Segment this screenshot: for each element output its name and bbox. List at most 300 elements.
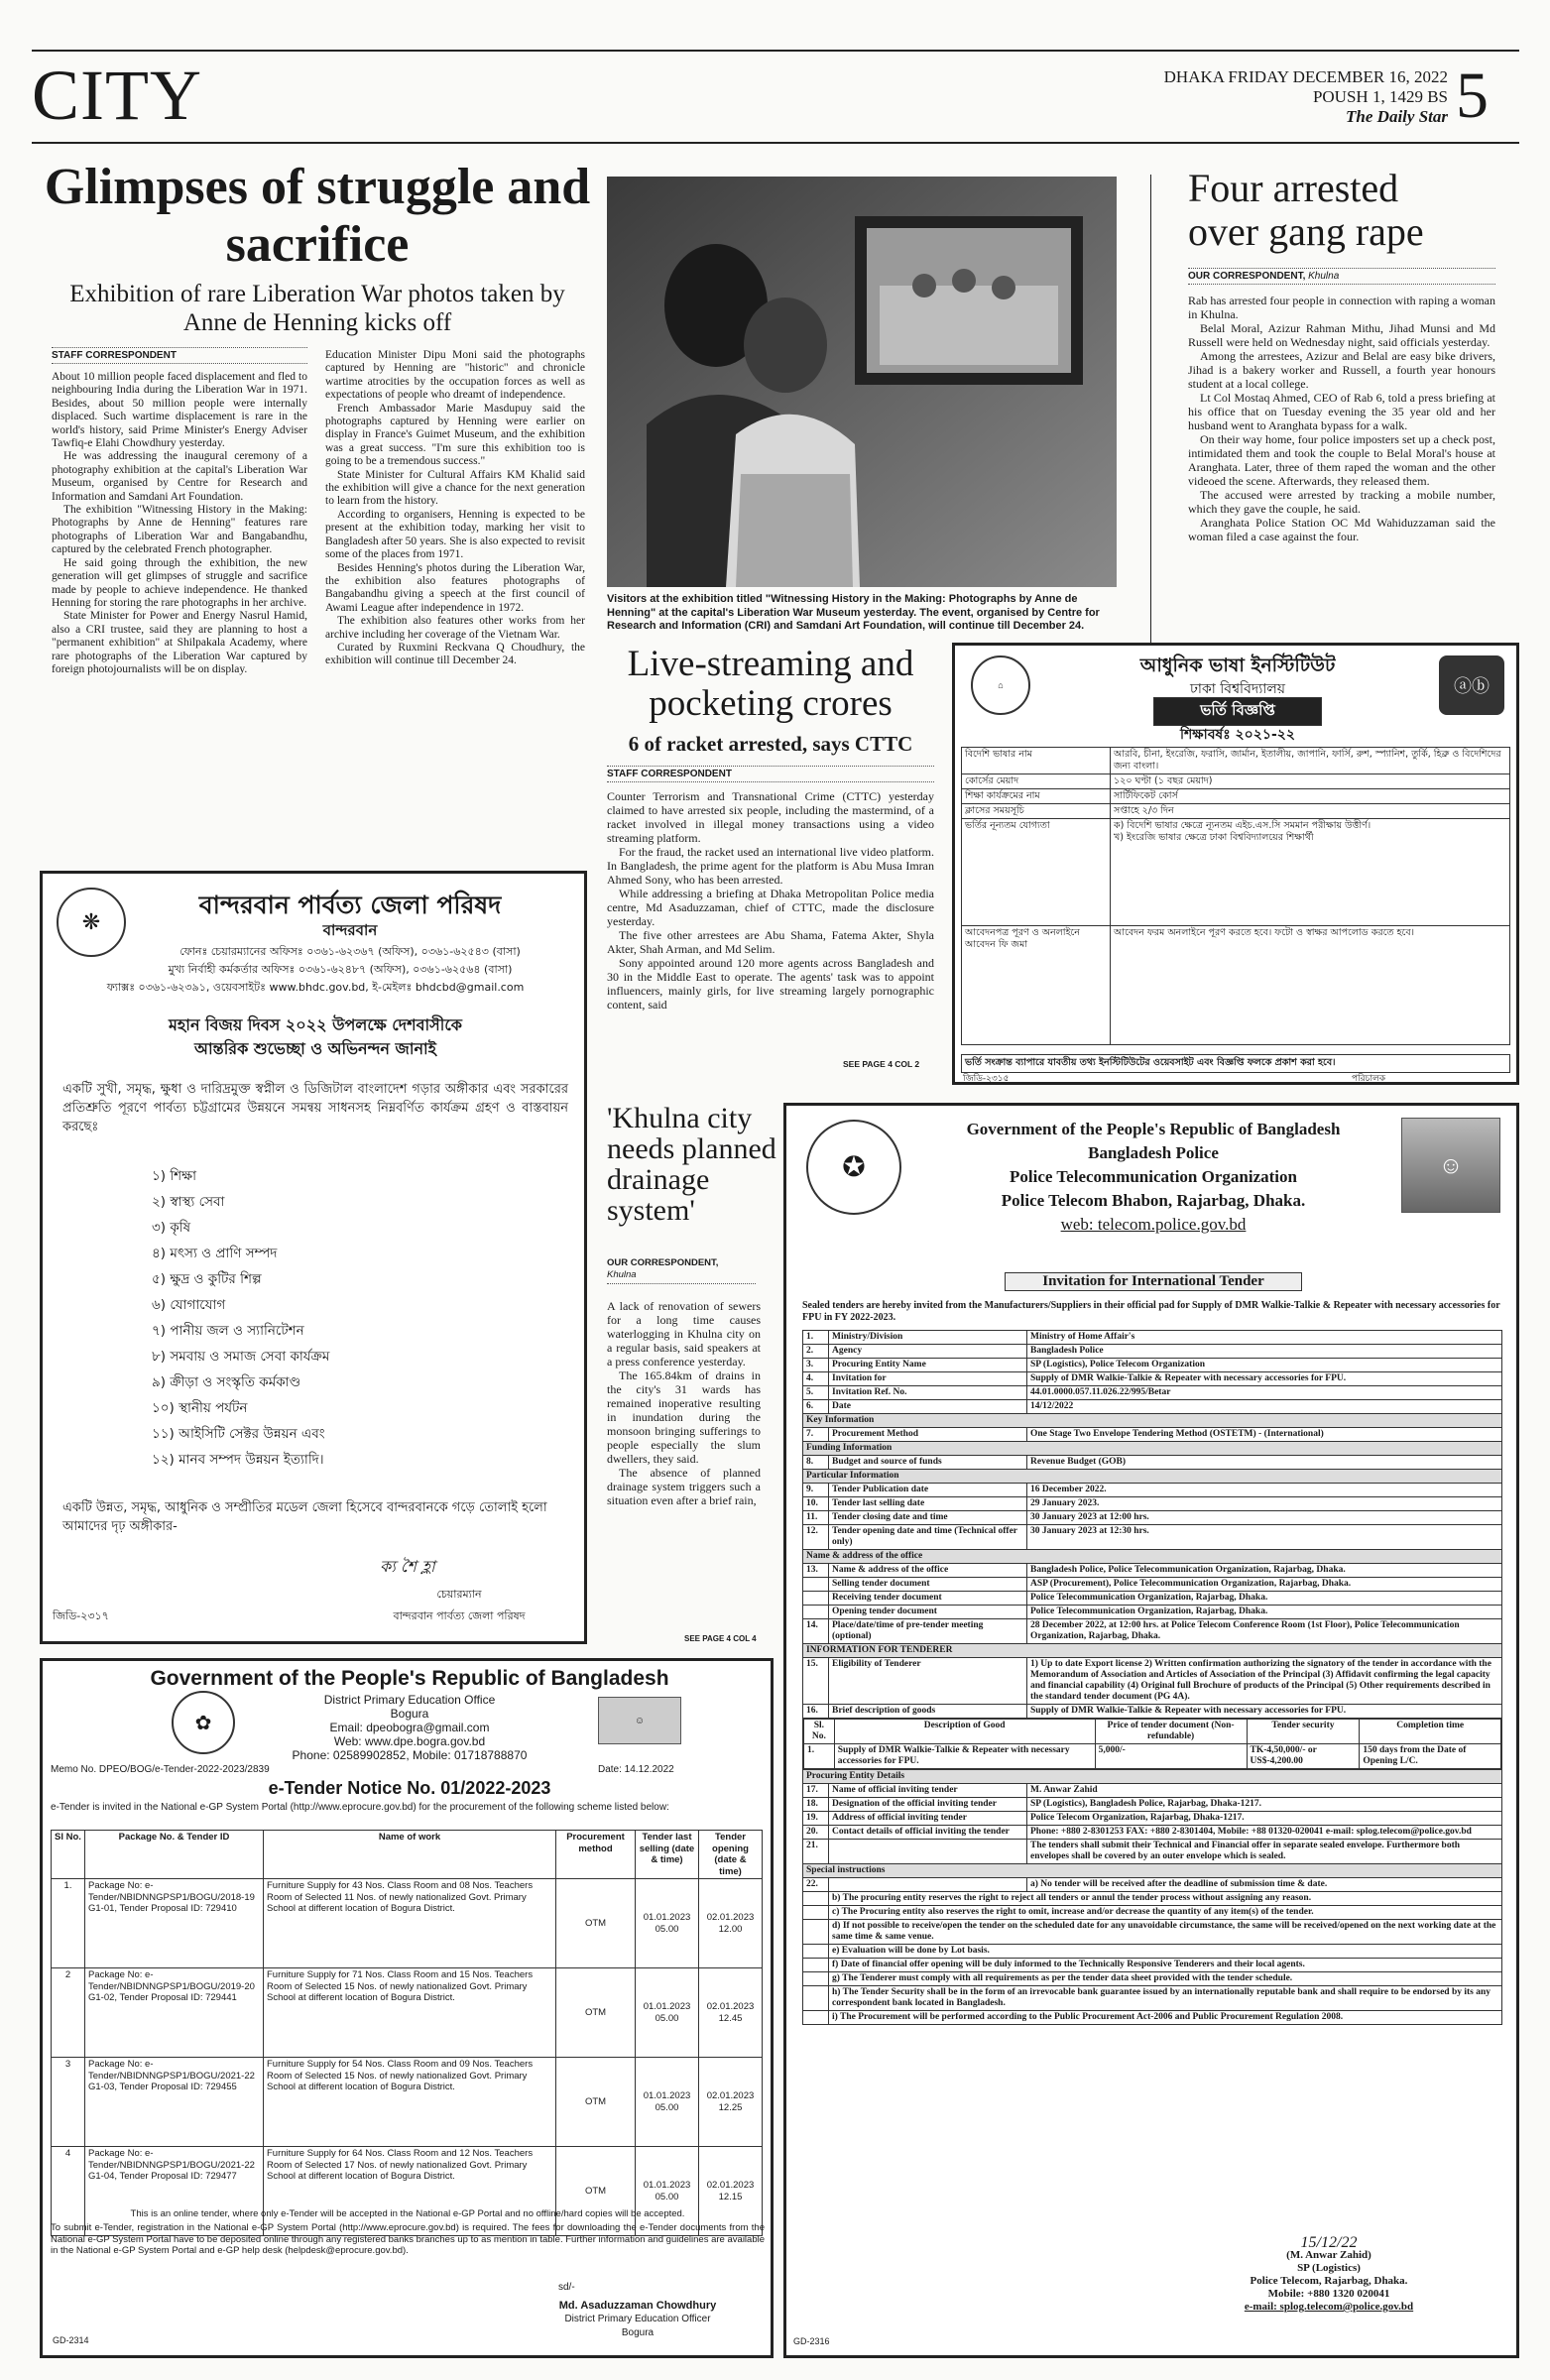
lead-column-2 <box>325 349 585 842</box>
cell: Date <box>829 1400 1027 1414</box>
cell <box>803 1606 829 1619</box>
table-row <box>52 1968 763 2058</box>
special-instruction: c) The Procuring entity also reserves the right to omit, increase and/or decrease the quantity of any item(s) of the tender. <box>829 1906 1502 1920</box>
col-header: Tender security <box>1247 1720 1360 1744</box>
table-row <box>803 1906 1502 1920</box>
lead-para: He was addressing the inaugural ceremony of a photography exhibition at the capital's Liberation War Museum, organised by Centre for Research and Information and Samdani Art Foundation. <box>52 450 307 503</box>
row-label: কোর্সের মেয়াদ <box>962 774 1111 789</box>
table-row <box>803 2011 1502 2025</box>
bandarban-closing: একটি উন্নত, সমৃদ্ধ, আধুনিক ও সম্প্রীতির মডেল জেলা হিসেবে বান্দরবানকে গড়ে তোলাই হলো আমাদের দৃঢ় অঙ্গীকার- <box>62 1500 547 1534</box>
cell: 2 <box>52 1968 85 2058</box>
cell: Bangladesh Police, Police Telecommunication Organization, Rajarbag, Dhaka. <box>1027 1564 1502 1578</box>
list-item: ৩) কৃষি <box>152 1220 191 1236</box>
signer-name: (M. Anwar Zahid) <box>1286 2249 1371 2261</box>
table-row <box>803 1414 1502 1428</box>
edu-memo: Memo No. DPEO/BOG/e-Tender-2022-2023/2839 <box>51 1764 270 1775</box>
cell <box>829 1840 1027 1864</box>
row-label: বিদেশি ভাষার নাম <box>962 748 1111 774</box>
edu-web: Web: www.dpe.bogra.gov.bd <box>333 1734 486 1748</box>
lead-para: He said going through the exhibition, the new generation will get glimpses of struggle and sacrifice made by people to achieve independence. He thanked Henning for storing the rare photographs in her archive. <box>52 556 307 609</box>
table-row <box>803 1372 1502 1386</box>
table-row <box>803 1484 1502 1497</box>
row-value: সপ্তাহে ২/৩ দিন <box>1111 804 1510 819</box>
cell: 01.01.2023 05.00 <box>636 2147 699 2236</box>
gang-byline <box>1188 268 1495 285</box>
table-row <box>803 1564 1502 1578</box>
lead-para: Education Minister Dipu Moni said the photographs captured by Henning are "historic" and chronicle wartime atrocities by the occupation forces as well as expectations of people who dreamt of independence. <box>325 349 585 402</box>
cell: Police Telecommunication Organization, Rajarbag, Dhaka. <box>1027 1592 1502 1606</box>
edu-foot2: To submit e-Tender, registration in the National e-GP System Portal (http://www.eprocure.gov.bd) is required. The fees for downloading the e-Tender documents from the National e-GP System Portal have to be deposited online through any registered banks branches up to as mention in table. Further information and guidelines are available in the National e-GP System Portal and e-GP help desk (helpdesk@eprocure.gov.bd). <box>51 2222 765 2256</box>
cell: Police Telecommunication Organization, Rajarbag, Dhaka. <box>1027 1606 1502 1619</box>
col-header: Tender last selling (date & time) <box>636 1831 699 1879</box>
lead-headline: Glimpses of struggle and sacrifice <box>44 159 591 273</box>
police-badge-icon: ✪ <box>806 1120 901 1215</box>
table-row <box>803 1959 1502 1972</box>
khulna-body <box>607 1299 761 1631</box>
cell: Police Telecom Organization, Rajarbag, Dhaka-1217. <box>1027 1812 1502 1826</box>
university-name: ঢাকা বিশ্ববিদ্যালয় <box>1189 681 1286 697</box>
cell: Procurement Method <box>829 1428 1027 1442</box>
cell <box>803 1592 829 1606</box>
cell: 21. <box>803 1840 829 1864</box>
cell: Package No: e-Tender/NBIDNNGPSP1/BOGU/2019-20 G1-02, Tender Proposal ID: 729441 <box>85 1968 264 2058</box>
page-number: 5 <box>1456 60 1489 132</box>
cell: Furniture Supply for 64 Nos. Class Room and 12 Nos. Teachers Room of Selected 17 Nos. of newly nationalized Govt. Primary School at different location of Bogura District. <box>264 2147 556 2236</box>
list-item: ৪) মৎস্য ও প্রাণি সম্পদ <box>152 1246 278 1261</box>
table-row <box>803 1798 1502 1812</box>
cell: 5. <box>803 1386 829 1400</box>
cell: 02.01.2023 12.15 <box>699 2147 763 2236</box>
cell: 9. <box>803 1484 829 1497</box>
cell: 02.01.2023 12.25 <box>699 2058 763 2147</box>
police-org1: Bangladesh Police <box>1088 1143 1219 1162</box>
special-instruction: g) The Tenderer must comply with all requirements as per the tender data sheet provided with the tender schedule. <box>829 1972 1502 1986</box>
dateline-date: DHAKA FRIDAY DECEMBER 16, 2022 <box>1163 67 1448 86</box>
dateline <box>1071 67 1448 127</box>
edu-office: District Primary Education Office <box>323 1693 496 1707</box>
goods-cell <box>803 1719 1502 1770</box>
table-row <box>803 1784 1502 1798</box>
col-header: Completion time <box>1360 1720 1501 1744</box>
cell: 1. <box>803 1331 829 1345</box>
lead-para: French Ambassador Marie Masdupuy said the photographs captured by Henning were earlier on display in France's Guimet Museum, and the exhibition was a great success. "I'm sure this exhibition too is going to be a tremendous success." <box>325 402 585 468</box>
police-org2: Police Telecommunication Organization <box>1010 1167 1297 1186</box>
table-row <box>962 804 1510 819</box>
cell: 8. <box>803 1456 829 1470</box>
stream-para: For the fraud, the racket used an international live video platform. In Bangladesh, the prime agent for the platform is Abu Musa Imran Ahmed Sony, who has been arrested. <box>607 845 934 887</box>
cell: Address of official inviting tender <box>829 1812 1027 1826</box>
cell <box>803 2011 829 2025</box>
cell: Place/date/time of pre-tender meeting (optional) <box>829 1619 1027 1644</box>
special-instruction: b) The procuring entity reserves the right to reject all tenders or annul the tender process without assigning any reason. <box>829 1892 1502 1906</box>
table-row <box>803 1826 1502 1840</box>
police-title: Invitation for International Tender <box>1005 1272 1302 1291</box>
khulna-jump: SEE PAGE 4 COL 4 <box>684 1634 757 1643</box>
cell <box>803 1892 829 1906</box>
cell: 19. <box>803 1812 829 1826</box>
table-row <box>803 1359 1502 1372</box>
table-row <box>803 1986 1502 2011</box>
ad-bandarban <box>40 871 587 1644</box>
table-row <box>962 774 1510 789</box>
table-row <box>803 1840 1502 1864</box>
col-header: Description of Good <box>834 1720 1095 1744</box>
khulna-byline <box>607 1257 756 1284</box>
table-row <box>803 1619 1502 1644</box>
edu-signer-place: Bogura <box>621 2327 655 2338</box>
edu-date: Date: 14.12.2022 <box>598 1764 674 1775</box>
khulna-para: The absence of planned drainage system triggers such a situation even after a brief rain, <box>607 1466 761 1507</box>
table-row <box>962 789 1510 804</box>
cell: OTM <box>556 1879 636 1968</box>
edu-sd: sd/- <box>558 2282 575 2293</box>
list-item: ৬) যোগাযোগ <box>152 1297 226 1313</box>
table-row <box>803 1644 1502 1658</box>
edu-title: e-Tender Notice No. 01/2022-2023 <box>268 1778 551 1798</box>
cell: Eligibility of Tenderer <box>829 1658 1027 1705</box>
language-footer: ভর্তি সংক্রান্ত ব্যাপারে যাবতীয় তথ্য ইনস্টিটিউটের ওয়েবসাইট এবং বিজ্ঞপ্তি ফলকে প্রকাশ করা হবে। <box>961 1054 1510 1073</box>
khulna-byline-place: Khulna <box>607 1269 637 1280</box>
cell: 29 January 2023. <box>1027 1497 1502 1511</box>
cell: OTM <box>556 1968 636 2058</box>
signer: পরিচালক <box>1352 1074 1386 1084</box>
bandarban-fax: ফ্যাক্সঃ ০৩৬১-৬২৩৯১, ওয়েবসাইটঃ www.bhdc.gov.bd, ই-মেইলঃ bhdcbd@gmail.com <box>106 981 525 994</box>
row-value: সার্টিফিকেট কোর্স <box>1111 789 1510 804</box>
cell: SP (Logistics), Police Telecom Organization <box>1027 1359 1502 1372</box>
row-value: আবেদন ফরম অনলাইনে পূরণ করতে হবে। ফটো ও স্বাক্ষর আপলোড করতে হবে। <box>1111 926 1510 1045</box>
edu-foot1: This is an online tender, where only e-Tender will be accepted in the National e-GP Portal and no offline/hard copies will be accepted. <box>130 2208 685 2219</box>
cell: Supply of DMR Walkie-Talkie & Repeater with necessary accessories for FPU. <box>1027 1705 1502 1719</box>
table-row <box>803 1864 1502 1878</box>
cell <box>803 1972 829 1986</box>
cell: 14. <box>803 1619 829 1644</box>
special-instruction: h) The Tender Security shall be in the form of an irrevocable bank guarantee issued by an internationally reputable bank and shall require to be endorsed by its any correspondent bank located in Bangladesh. <box>829 1986 1502 2011</box>
notice-title: ভর্তি বিজ্ঞপ্তি <box>1153 697 1322 726</box>
bandarban-intro: একটি সুখী, সমৃদ্ধ, ক্ষুধা ও দারিদ্রমুক্ত স্বপ্নীল ও ডিজিটাল বাংলাদেশ গড়ার অঙ্গীকার এবং সরকারের প্রতিশ্রুতি পূরণে পার্বত্য চট্টগ্রামের উন্নয়নে সমন্বয় সাধনসহ নিম্নবর্ণিত কার্যক্রম গ্রহণ ও বাস্তবায়ন করছেঃ <box>62 1082 568 1134</box>
lead-para: Besides Henning's photos during the Liberation War, the exhibition also features photographs of Bangabandhu giving a speech at the first council of Awami League after independence in 1972. <box>325 561 585 614</box>
bandarban-list <box>152 1163 449 1473</box>
cell: SP (Logistics), Bangladesh Police, Rajarbag, Dhaka-1217. <box>1027 1798 1502 1812</box>
khulna-headline: 'Khulna city needs planned drainage system' <box>607 1102 776 1227</box>
bandarban-place: বান্দরবান <box>322 921 378 939</box>
cell <box>829 1878 1027 1892</box>
photo-scene <box>607 177 1117 587</box>
signer-email: e-mail: splog.telecom@police.gov.bd <box>1244 2301 1414 2313</box>
special-instruction: e) Evaluation will be done by Lot basis. <box>829 1945 1502 1959</box>
stream-body <box>607 789 934 1057</box>
dateline-bangla: POUSH 1, 1429 BS <box>1312 87 1448 106</box>
ad-code: জিডি-২৩১৫ <box>963 1074 1010 1084</box>
special-instruction: d) If not possible to receive/open the tender on the scheduled date for any unavoidable circumstance, the same will be received/opened on the next working date at the same time & same venue. <box>829 1920 1502 1945</box>
signer-mobile: Mobile: +880 1320 020041 <box>1267 2288 1390 2300</box>
cell: 02.01.2023 12.00 <box>699 1879 763 1968</box>
table-row <box>803 1511 1502 1525</box>
cell: Invitation for <box>829 1372 1027 1386</box>
cell: 01.01.2023 05.00 <box>636 1879 699 1968</box>
stream-jump: SEE PAGE 4 COL 2 <box>843 1059 920 1069</box>
cell: 3 <box>52 2058 85 2147</box>
section-cell: Particular Information <box>803 1470 1502 1484</box>
cell: Revenue Budget (GOB) <box>1027 1456 1502 1470</box>
cell: 4. <box>803 1372 829 1386</box>
table-row <box>803 1470 1502 1484</box>
cell: 16. <box>803 1705 829 1719</box>
table-header <box>52 1831 763 1879</box>
row-label: আবেদনপত্র পূরণ ও অনলাইনে আবেদন ফি জমা <box>962 926 1111 1045</box>
greeting-line-2: আন্তরিক শুভেচ্ছা ও অভিনন্দন জানাই <box>194 1039 436 1058</box>
photo-caption: Visitors at the exhibition titled "Witnessing History in the Making: Photographs by Anne de Henning" at the capital's Liberation War Museum yesterday. The event, organised by Centre for Research and Information (CRI) and Samdani Art Foundation, will continue till December 24. <box>607 593 1100 632</box>
cell: 30 January 2023 at 12:00 hrs. <box>1027 1511 1502 1525</box>
list-item: ৭) পানীয় জল ও স্যানিটেশন <box>152 1323 304 1339</box>
gang-para: Belal Moral, Azizur Rahman Mithu, Jihad Munsi and Md Russell were held on Wednesday night, said officials yesterday. <box>1188 321 1495 349</box>
paper-name: The Daily Star <box>1346 107 1448 126</box>
cell: Contact details of official inviting the tender <box>829 1826 1027 1840</box>
section-title: CITY <box>32 56 202 135</box>
cell: Phone: +880 2-8301253 FAX: +880 2-8301404, Mobile: +88 01320-020041 e-mail: splog.telecom@police.gov.bd <box>1027 1826 1502 1840</box>
cell: 01.01.2023 05.00 <box>636 2058 699 2147</box>
cell: 12. <box>803 1525 829 1550</box>
cell: 6. <box>803 1400 829 1414</box>
cell <box>803 1945 829 1959</box>
admission-table <box>961 747 1510 1045</box>
list-item: ১১) আইসিটি সেক্টর উন্নয়ন এবং <box>152 1426 325 1442</box>
police-gov: Government of the People's Republic of Bangladesh <box>966 1120 1341 1138</box>
table-row <box>803 1945 1502 1959</box>
ad-code: GD-2314 <box>53 2335 89 2345</box>
language-logo-icon: ⓐⓑ <box>1439 655 1504 715</box>
cell: Package No: e-Tender/NBIDNNGPSP1/BOGU/2021-22 G1-04, Tender Proposal ID: 729477 <box>85 2147 264 2236</box>
cell: Ministry/Division <box>829 1331 1027 1345</box>
table-row <box>803 1705 1502 1719</box>
cell: 5,000/- <box>1095 1744 1247 1769</box>
cell: Furniture Supply for 54 Nos. Class Room and 09 Nos. Teachers Room of Selected 15 Nos. of newly nationalized Govt. Primary School at different location of Bogura District. <box>264 2058 556 2147</box>
cell: Tender opening date and time (Technical offer only) <box>829 1525 1027 1550</box>
cell: 17. <box>803 1784 829 1798</box>
section-cell: Key Information <box>803 1414 1502 1428</box>
cell: Name of official inviting tender <box>829 1784 1027 1798</box>
bandarban-logo-icon: ❋ <box>57 888 126 957</box>
cell: Furniture Supply for 43 Nos. Class Room and 08 Nos. Teachers Room of Selected 11 Nos. of newly nationalized Govt. Primary School at different location of Bogura District. <box>264 1879 556 1968</box>
table-row <box>52 1879 763 1968</box>
list-item: ১) শিক্ষা <box>152 1168 197 1184</box>
gang-headline: Four arrested over gang rape <box>1188 166 1424 254</box>
cell: 1. <box>804 1744 835 1769</box>
ad-code: জিডি-২৩১৭ <box>53 1609 109 1622</box>
cell: Opening tender document <box>829 1606 1027 1619</box>
table-row <box>803 1386 1502 1400</box>
signer-org: Police Telecom, Rajarbag, Dhaka. <box>1250 2275 1408 2287</box>
khulna-byline-name: OUR CORRESPONDENT, <box>607 1257 719 1268</box>
edu-email: Email: dpeobogra@gmail.com <box>329 1721 490 1734</box>
list-item: ১২) মানব সম্পদ উন্নয়ন ইত্যাদি। <box>152 1452 324 1468</box>
cell: Furniture Supply for 71 Nos. Class Room and 15 Nos. Teachers Room of Selected 15 Nos. of newly nationalized Govt. Primary School at different location of Bogura District. <box>264 1968 556 2058</box>
table-row <box>803 1878 1502 1892</box>
chairman-designation: চেয়ারম্যান <box>436 1588 482 1601</box>
col-header: Procurement method <box>556 1831 636 1879</box>
ad-code: GD-2316 <box>793 2336 830 2346</box>
col-header: Price of tender document (Non-refundable) <box>1095 1720 1247 1744</box>
stream-subhead: 6 of racket arrested, says CTTC <box>628 732 913 756</box>
cell: Package No: e-Tender/NBIDNNGPSP1/BOGU/2021-22 G1-03, Tender Proposal ID: 729455 <box>85 2058 264 2147</box>
cell: Selling tender document <box>829 1578 1027 1592</box>
section-cell: Special instructions <box>803 1864 1502 1878</box>
cell: Brief description of goods <box>829 1705 1027 1719</box>
cell: M. Anwar Zahid <box>1027 1784 1502 1798</box>
cell: 44.01.0000.057.11.026.22/995/Betar <box>1027 1386 1502 1400</box>
cell: a) No tender will be received after the deadline of submission time & date. <box>1027 1878 1502 1892</box>
stream-para: While addressing a briefing at Dhaka Metropolitan Police media centre, Md Asaduzzaman, chief of CTTC, made the disclosure yesterday. <box>607 887 934 928</box>
edu-gov: Government of the People's Republic of Bangladesh <box>150 1667 669 1690</box>
signature-date: 15/12/22 <box>1300 2234 1358 2251</box>
gang-para: Among the arrestees, Azizur and Belal are easy bike drivers, Jihad is a bakery worker and Russell, a fourth year honours student at a local college. <box>1188 349 1495 391</box>
table-row <box>962 819 1510 926</box>
cell: OTM <box>556 2058 636 2147</box>
cell: 02.01.2023 12.45 <box>699 1968 763 2058</box>
bandarban-phone2: মুখ্য নির্বাহী কর্মকর্তার অফিসঃ ০৩৬১-৬২৪৮৭ (অফিস), ০৩৬১-৬২৫৬৪ (বাসা) <box>168 963 513 976</box>
signer-title: SP (Logistics) <box>1297 2262 1361 2274</box>
cell: 28 December 2022, at 12:00 hrs. at Police Telecom Conference Room (1st Floor), Police Telecommunication Organization, Rajarbag, Dhaka. <box>1027 1619 1502 1644</box>
edu-place: Bogura <box>390 1707 429 1721</box>
police-intro: Sealed tenders are hereby invited from the Manufacturers/Suppliers in their official pad for Supply of DMR Walkie-Talkie & Repeater with necessary accessories for FPU in FY 2022-2023. <box>802 1300 1500 1323</box>
ad-edu-tender <box>40 1658 774 2358</box>
cell: 10. <box>803 1497 829 1511</box>
chairman-signature: ক্য শৈ হ্লা <box>380 1557 435 1576</box>
edu-intro: e-Tender is invited in the National e-GP System Portal (http://www.eprocure.gov.bd) for the procurement of the following scheme listed below: <box>51 1802 669 1813</box>
khulna-para: A lack of renovation of sewers for a long time causes waterlogging in Khulna city on a regular basis, said speakers at a press conference yesterday. <box>607 1299 761 1368</box>
cell: 14/12/2022 <box>1027 1400 1502 1414</box>
cell: 30 January 2023 at 12:30 hrs. <box>1027 1525 1502 1550</box>
lead-para: According to organisers, Henning is expected to be present at the exhibition today, marking her visit to Bangladesh after 50 years. She is also expected to revisit some of the places from 1971. <box>325 508 585 561</box>
col-header: Tender opening (date & time) <box>699 1831 763 1879</box>
goods-table <box>803 1719 1501 1769</box>
list-item: ১০) স্থানীয় পর্যটন <box>152 1400 248 1416</box>
cell: 20. <box>803 1826 829 1840</box>
stream-byline: STAFF CORRESPONDENT <box>607 766 934 782</box>
stream-headline: Live-streaming and pocketing crores <box>627 644 914 724</box>
table-row <box>803 1892 1502 1906</box>
table-row <box>962 926 1510 1045</box>
cell: 1. <box>52 1879 85 1968</box>
lead-subhead: Exhibition of rare Liberation War photos taken by Anne de Henning kicks off <box>69 281 565 336</box>
cell: 13. <box>803 1564 829 1578</box>
gang-para: Lt Col Mostaq Ahmed, CEO of Rab 6, told a press briefing at his office that on Tuesday evening the 35 year old and her husband went to Aranghata bypass for a walk. <box>1188 391 1495 432</box>
table-row <box>803 1456 1502 1470</box>
table-row <box>52 2058 763 2147</box>
row-value: ক) বিদেশি ভাষার ক্ষেত্রে ন্যূনতম এইচ.এস.সি সমমান পরীক্ষায় উত্তীর্ণ। খ) ইংরেজি ভাষার ক্ষেত্রে ঢাকা বিশ্ববিদ্যালয়ের শিক্ষার্থী <box>1111 819 1510 926</box>
gang-byline-name: OUR CORRESPONDENT, <box>1188 271 1306 282</box>
edu-signer: Md. Asaduzzaman Chowdhury <box>558 2300 717 2312</box>
cell: Tender Publication date <box>829 1484 1027 1497</box>
table-row <box>803 1428 1502 1442</box>
row-label: ক্লাসের সময়সূচি <box>962 804 1111 819</box>
row-label: ভর্তির নূন্যতম যোগ্যতা <box>962 819 1111 926</box>
ad-language-institute <box>952 643 1519 1085</box>
col-header: Sl No. <box>52 1831 85 1879</box>
greeting-line-1: মহান বিজয় দিবস ২০২২ উপলক্ষে দেশবাসীকে <box>169 1015 462 1034</box>
cell: 15. <box>803 1658 829 1705</box>
chairman-office: বান্দরবান পার্বত্য জেলা পরিষদ <box>393 1609 526 1622</box>
table-row <box>803 1400 1502 1414</box>
table-row <box>803 1770 1502 1784</box>
table-row <box>803 1920 1502 1945</box>
row-value: ১২০ ঘণ্টা (১ বছর মেয়াদ) <box>1111 774 1510 789</box>
edu-signer-title: District Primary Education Officer <box>564 2314 711 2324</box>
table-row <box>803 1550 1502 1564</box>
gang-para: On their way home, four police imposters set up a check post, intimidated them and took the couple to Belal Moral's house at Aranghata. Later, three of them raped the woman and the other videoed the scene. Afterwards, they released them. <box>1188 432 1495 488</box>
cell <box>803 1906 829 1920</box>
table-row <box>803 1658 1502 1705</box>
list-item: ৫) ক্ষুদ্র ও কুটির শিল্প <box>152 1271 262 1287</box>
gang-para: Aranghata Police Station OC Md Wahiduzzaman said the woman filed a case against the four. <box>1188 516 1495 543</box>
edu-phone: Phone: 02589902852, Mobile: 01718788870 <box>292 1748 528 1762</box>
list-item: ৮) সমবায় ও সমাজ সেবা কার্যক্রম <box>152 1349 330 1365</box>
cell: Tender last selling date <box>829 1497 1027 1511</box>
cell: Supply of DMR Walkie-Talkie & Repeater with necessary accessories for FPU. <box>834 1744 1095 1769</box>
row-value: আরবি, চীনা, ইংরেজি, ফরাসি, জার্মান, ইতালীয়, জাপানি, ফার্সি, রুশ, স্প্যানিশ, তুর্কি, হিব্রু ও বিদেশিদের জন্য বাংলা। <box>1111 748 1510 774</box>
cell: Name & address of the office <box>829 1564 1027 1578</box>
police-web: web: telecom.police.gov.bd <box>1060 1215 1247 1234</box>
cell: OTM <box>556 2147 636 2236</box>
cell: Supply of DMR Walkie-Talkie & Repeater with necessary accessories for FPU. <box>1027 1372 1502 1386</box>
portrait-logo-icon: ☺ <box>1401 1118 1500 1213</box>
col-header: Package No. & Tender ID <box>85 1831 264 1879</box>
cell: 1) Up to date Export license 2) Written confirmation authorizing the signatory of the tender in accordance with the Memorandum of Association and Articles of Association of the Principal (3) Affidavit confirming the legal capacity and financial capability (4) Original full Brochure of products of the Principal (5) Other requirements described in the standard tender document (PG 4A). <box>1027 1658 1502 1705</box>
bandarban-phone1: ফোনঃ চেয়ারম্যানের অফিসঃ ০৩৬১-৬২৩৬৭ (অফিস), ০৩৬১-৬২৫৪৩ (বাসা) <box>179 945 521 958</box>
cell: Package No: e-Tender/NBIDNNGPSP1/BOGU/2018-19 G1-01, Tender Proposal ID: 729410 <box>85 1879 264 1968</box>
gang-para: Rab has arrested four people in connection with raping a woman in Khulna. <box>1188 294 1495 321</box>
police-signature-block <box>1170 2236 1488 2314</box>
section-cell: INFORMATION FOR TENDERER <box>803 1644 1502 1658</box>
list-item: ২) স্বাস্থ্য সেবা <box>152 1194 225 1210</box>
table-row <box>803 1606 1502 1619</box>
table-row <box>803 1442 1502 1456</box>
table-row <box>803 1719 1502 1770</box>
cell <box>803 1920 829 1945</box>
lead-para: The exhibition also features other works from her archive including her coverage of the Vietnam War. <box>325 615 585 641</box>
khulna-para: The 165.84km of drains in the city's 31 wards has remained inoperative resulting in inundation during the monsoon bringing sufferings to people especially the slum dwellers, they said. <box>607 1368 761 1466</box>
mujib-logo-icon: ☺ <box>598 1697 681 1744</box>
cell: One Stage Two Envelope Tendering Method (OSTETM) - (International) <box>1027 1428 1502 1442</box>
section-cell: Procuring Entity Details <box>803 1770 1502 1784</box>
cell: TK-4,50,000/- or US$-4,200.00 <box>1247 1744 1360 1769</box>
list-item: ৯) ক্রীড়া ও সংস্কৃতি কর্মকাণ্ড <box>152 1374 301 1390</box>
police-tender-table <box>802 1330 1502 2025</box>
cell: 16 December 2022. <box>1027 1484 1502 1497</box>
police-addr: Police Telecom Bhabon, Rajarbag, Dhaka. <box>1001 1191 1306 1210</box>
cell: Agency <box>829 1345 1027 1359</box>
gang-byline-place: Khulna <box>1308 271 1340 282</box>
col-header: Name of work <box>264 1831 556 1879</box>
session: শিক্ষাবর্ষঃ ২০২১-২২ <box>1180 727 1295 743</box>
special-instruction: i) The Procurement will be performed according to the Public Procurement Act-2006 and Public Procurement Regulation 2008. <box>829 2011 1502 2025</box>
cell: Procuring Entity Name <box>829 1359 1027 1372</box>
cell: 2. <box>803 1345 829 1359</box>
col-header: Sl. No. <box>804 1720 835 1744</box>
table-row <box>803 1972 1502 1986</box>
cell: Budget and source of funds <box>829 1456 1027 1470</box>
stream-para: Sony appointed around 120 more agents across Bangladesh and 30 in the Middle East to operate. The agents' task was to appoint influencers, mainly girls, for live streaming largely pornographic content, said <box>607 956 934 1012</box>
section-cell: Name & address of the office <box>803 1550 1502 1564</box>
section-cell: Funding Information <box>803 1442 1502 1456</box>
row-label: শিক্ষা কার্যক্রমের নাম <box>962 789 1111 804</box>
lead-para: Curated by Ruxmini Reckvana Q Choudhury, the exhibition will continue till December 24. <box>325 641 585 667</box>
cell: ASP (Procurement), Police Telecommunication Organization, Rajarbag, Dhaka. <box>1027 1578 1502 1592</box>
special-instruction: f) Date of financial offer opening will be duly informed to the Technically Responsive Tenderers and their local agents. <box>829 1959 1502 1972</box>
cell: 18. <box>803 1798 829 1812</box>
stream-para: The five other arrestees are Abu Shama, Fatema Akter, Shyla Akter, Shah Arman, and Md Selim. <box>607 928 934 956</box>
cell: 11. <box>803 1511 829 1525</box>
table-row <box>803 1525 1502 1550</box>
